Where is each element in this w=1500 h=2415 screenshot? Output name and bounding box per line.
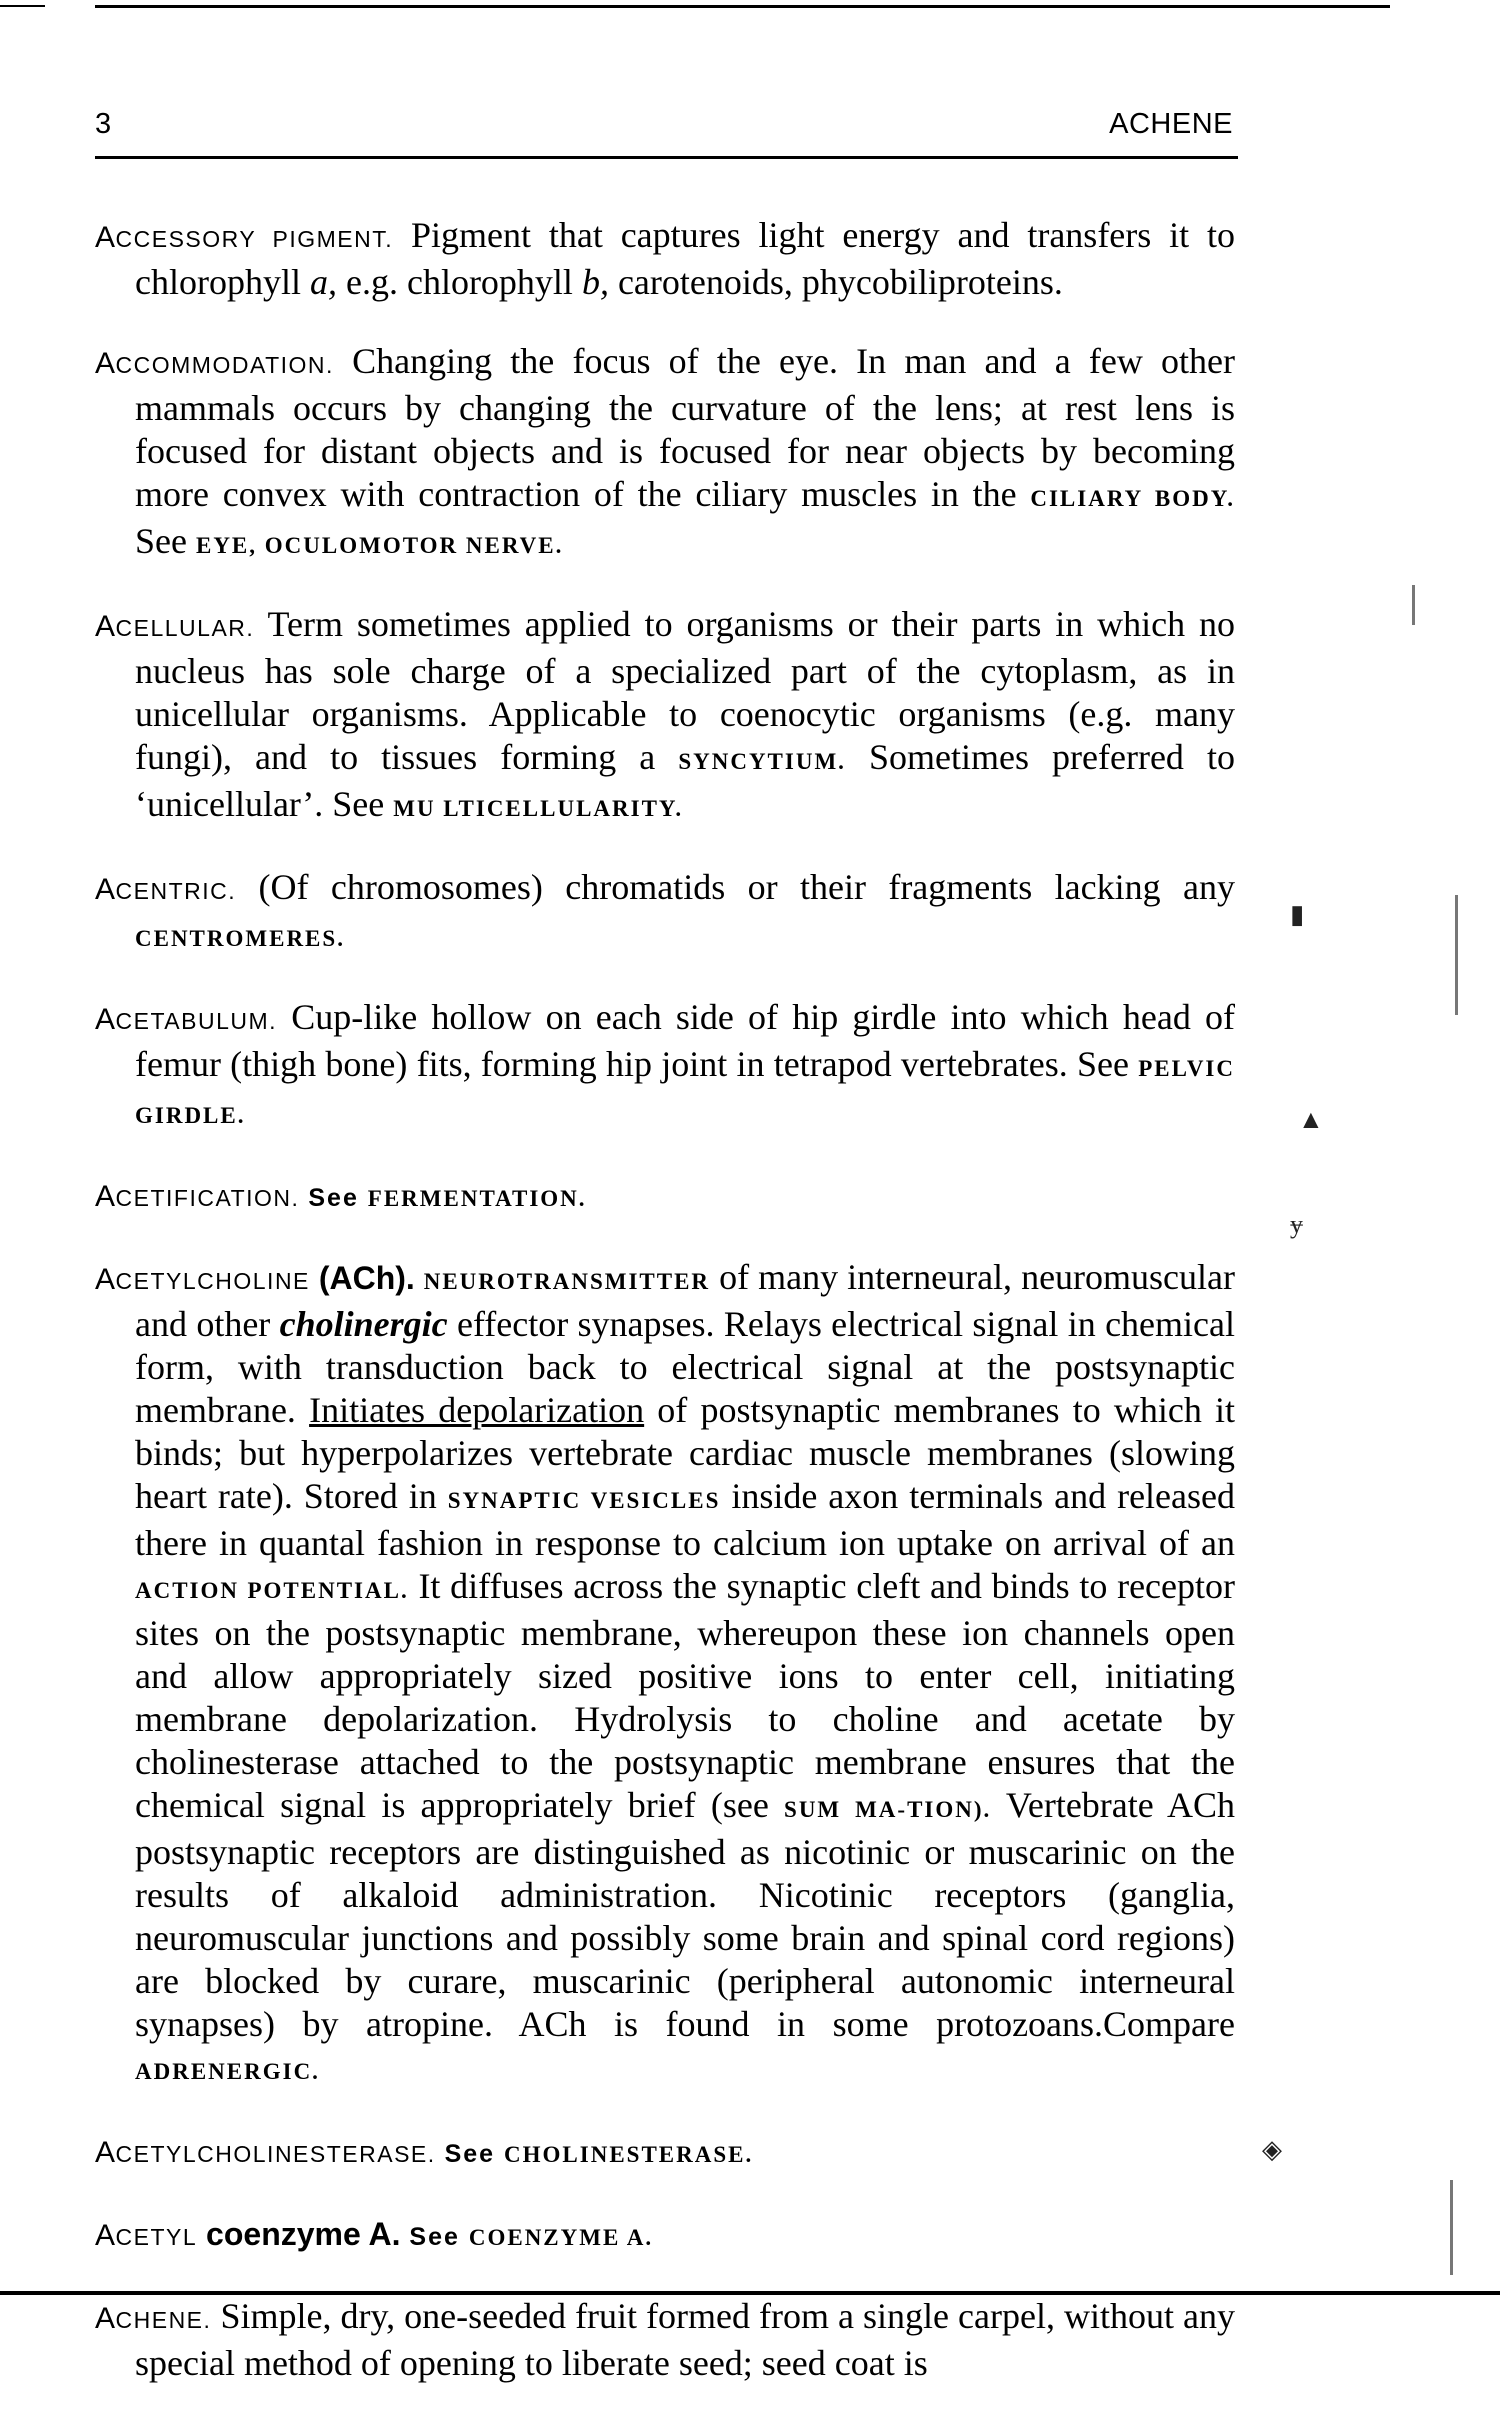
headword: ACETABULUM.: [95, 1003, 278, 1036]
scan-mark: [1450, 2180, 1453, 2275]
entry-achene: ACHENE. Simple, dry, one-seeded fruit formed from a single carpel, without any special method of opening to liberate seed; seed coat is: [95, 2296, 1235, 2383]
cross-reference[interactable]: CHOLINESTERASE.: [504, 2142, 754, 2167]
headword: ACCOMMODATION.: [95, 347, 334, 380]
headword: ACETYLCHOLINESTERASE.: [95, 2136, 436, 2169]
cross-reference[interactable]: CENTROMERES.: [135, 926, 345, 951]
entry-accommodation: ACCOMMODATION. Changing the focus of the eye. In man and a few other mammals occurs by changing the curvature of the lens; at rest lens is focused for distant objects and is focused for near objects by becoming more convex with contraction of the ciliary muscles in the CILIARY BODY. See EYE, OCULOMOTOR NERVE.: [95, 341, 1235, 561]
bottom-rule: [0, 2291, 1500, 2295]
scan-mark: ◈: [1262, 2135, 1282, 2164]
entry-acetification: ACETIFICATION. See FERMENTATION.: [95, 1180, 587, 1213]
scan-mark: ɏ: [1290, 1210, 1303, 1239]
cross-reference[interactable]: ACTION POTENTIAL.: [135, 1578, 409, 1603]
scan-mark: ▮: [1290, 900, 1305, 929]
entry-acetyl-coenzyme-a: ACETYL coenzyme A. See COENZYME A.: [95, 2216, 654, 2252]
cross-reference[interactable]: MU LTICELLULARITY.: [393, 796, 684, 821]
page-number: 3: [95, 108, 112, 140]
cross-reference[interactable]: COENZYME A.: [468, 2225, 654, 2250]
headword: ACELLULAR.: [95, 610, 255, 643]
cross-reference[interactable]: ADRENERGIC.: [135, 2059, 320, 2084]
headword: ACETIFICATION.: [95, 1180, 300, 1213]
running-head: ACHENE: [1109, 108, 1233, 140]
scan-mark: ▲: [1298, 1105, 1324, 1134]
entry-acentric: ACENTRIC. (Of chromosomes) chromatids or their fragments lacking any CENTROMERES.: [95, 867, 1235, 951]
cross-reference[interactable]: CILIARY BODY.: [1030, 486, 1235, 511]
entry-accessory-pigment: ACCESSORY PIGMENT. Pigment that captures light energy and transfers it to chlorophyll a, e.g. chlorophyll b, carotenoids, phycobiliproteins.: [95, 215, 1235, 302]
scan-mark: [1455, 895, 1458, 1015]
entry-acetylcholine: ACETYLCHOLINE (ACh). NEUROTRANSMITTER of many interneural, neuromuscular and other cholinergic effector synapses. Relays electrical signal in chemical form, with transduction back to electrical signal at the postsynaptic membrane. Initiates depolarization of postsynaptic membranes to which it binds; but hyperpolarizes vertebrate cardiac muscle membranes (slowing heart rate). Stored in SYNAPTIC VESICLES inside axon terminals and released there in quantal fashion in response to calcium ion uptake on arrival of an ACTION POTENTIAL. It diffuses across the synaptic cleft and binds to receptor sites on the postsynaptic membrane, whereupon these ion channels open and allow appropriately sized positive ions to enter cell, initiating membrane depolarization. Hydrolysis to choline and acetate by cholinesterase attached to the postsynaptic membrane ensures that the chemical signal is appropriately brief (see SUM MA-TION). Vertebrate ACh postsynaptic receptors are distinguished as nicotinic or muscarinic on the results of alkaloid administration. Nicotinic receptors (ganglia, neuromuscular junctions and possibly some brain and spinal cord regions) are blocked by curare, muscarinic (peripheral autonomic interneural synapses) by atropine. ACh is found in some protozoans.Compare ADRENERGIC.: [95, 1257, 1236, 2084]
cross-reference[interactable]: FERMENTATION.: [367, 1186, 587, 1211]
cross-reference[interactable]: EYE, OCULOMOTOR NERVE.: [195, 533, 564, 558]
headword: ACETYL: [95, 2219, 198, 2252]
headword: ACENTRIC.: [95, 873, 237, 906]
dictionary-entries: [95, 178, 1235, 2415]
entry-acellular: ACELLULAR. Term sometimes applied to organisms or their parts in which no nucleus has sole charge of a specialized part of the cytoplasm, as in unicellular organisms. Applicable to coenocytic organisms (e.g. many fungi), and to tissues forming a SYNCYTIUM. Sometimes preferred to ‘unicellular’. See MU LTICELLULARITY.: [95, 604, 1236, 824]
top-rule: [95, 5, 1390, 8]
cross-reference[interactable]: SYNCYTIUM.: [678, 749, 846, 774]
cross-reference[interactable]: SYNAPTIC VESICLES: [447, 1488, 721, 1513]
top-rule-left: [0, 5, 45, 7]
cross-reference[interactable]: PELVIC GIRDLE.: [135, 1056, 1235, 1128]
entry-acetylcholinesterase: ACETYLCHOLINESTERASE. See CHOLINESTERASE.: [95, 2136, 754, 2169]
headword: ACETYLCHOLINE: [95, 1263, 310, 1296]
entry-acetabulum: ACETABULUM. Cup-like hollow on each side of hip girdle into which head of femur (thigh bone) fits, forming hip joint in tetrapod vertebrates. See PELVIC GIRDLE.: [95, 997, 1235, 1128]
headword: ACHENE.: [95, 2302, 212, 2335]
scan-mark: [1412, 585, 1415, 625]
header-rule: [95, 156, 1238, 159]
cross-reference[interactable]: SUM MA-TION).: [784, 1797, 992, 1822]
cross-reference[interactable]: NEUROTRANSMITTER: [423, 1269, 711, 1294]
headword: ACCESSORY PIGMENT.: [95, 221, 394, 254]
